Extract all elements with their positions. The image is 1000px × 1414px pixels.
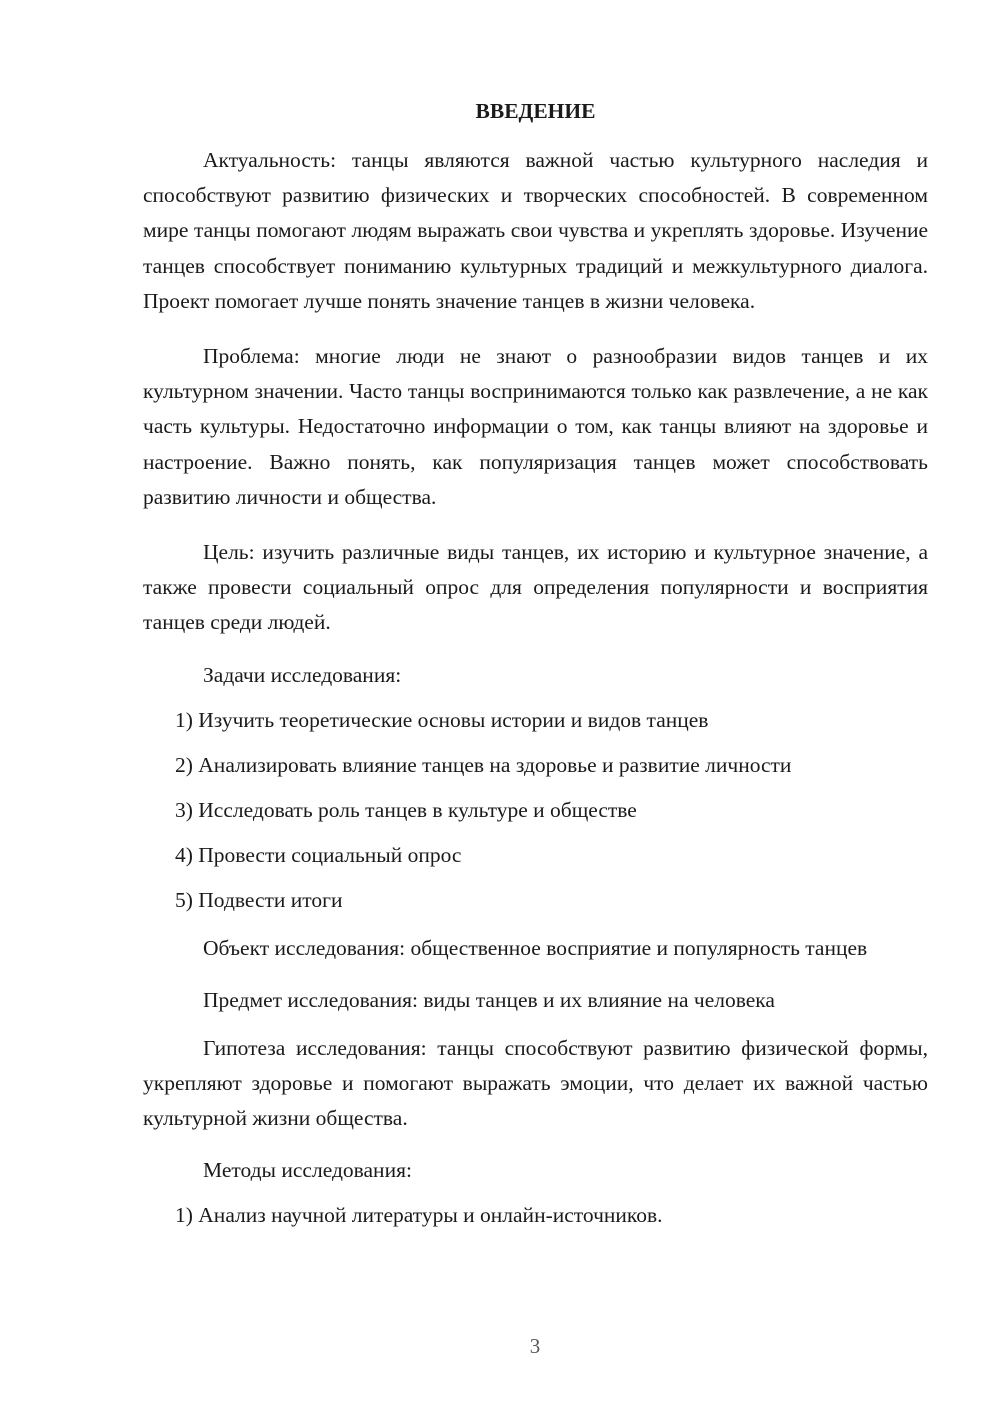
page-number: 3: [529, 1334, 541, 1358]
task-item-3: 3) Исследовать роль танцев в культуре и обществе: [175, 797, 637, 822]
task-item-2: 2) Анализировать влияние танцев на здоровье и развитие личности: [175, 752, 792, 777]
methods-heading: Методы исследования:: [203, 1158, 412, 1183]
method-item-1: 1) Анализ научной литературы и онлайн-источников.: [175, 1203, 663, 1228]
task-item-4: 4) Провести социальный опрос: [175, 842, 462, 867]
object-paragraph: Объект исследования: общественное восприятие и популярность танцев: [203, 935, 868, 960]
hypothesis-paragraph: Гипотеза исследования: танцы способствуют развитию физической формы, укрепляют здоровье и помогают выражать эмоции, что делает их важной частью культурной жизни общества.: [143, 1035, 928, 1131]
page-title: ВВЕДЕНИЕ: [475, 99, 596, 123]
page-content: [143, 96, 928, 1246]
task-item-1: 1) Изучить теоретические основы истории и видов танцев: [175, 707, 709, 732]
subject-paragraph: Предмет исследования: виды танцев и их влияние на человека: [203, 987, 775, 1012]
task-item-5: 5) Подвести итоги: [175, 887, 343, 912]
problem-paragraph: Проблема: многие люди не знают о разнообразии видов танцев и их культурном значении. Часто танцы воспринимаются только как развлечение, а не как часть культуры. Недостаточно информации о том, как танцы влияют на здоровье и настроение. Важно понять, как популяризация танцев может способствовать развитию личности и общества.: [143, 344, 928, 509]
tasks-heading: Задачи исследования:: [203, 662, 402, 687]
goal-paragraph: Цель: изучить различные виды танцев, их историю и культурное значение, а также провести социальный опрос для определения популярности и восприятия танцев среди людей.: [143, 540, 928, 635]
relevance-paragraph: Актуальность: танцы являются важной частью культурного наследия и способствуют развитию физических и творческих способностей. В современном мире танцы помогают людям выражать свои чувства и укреплять здоровье. Изучение танцев способствует пониманию культурных традиций и межкультурного диалога. Проект помогает лучше понять значение танцев в жизни человека.: [143, 148, 928, 313]
